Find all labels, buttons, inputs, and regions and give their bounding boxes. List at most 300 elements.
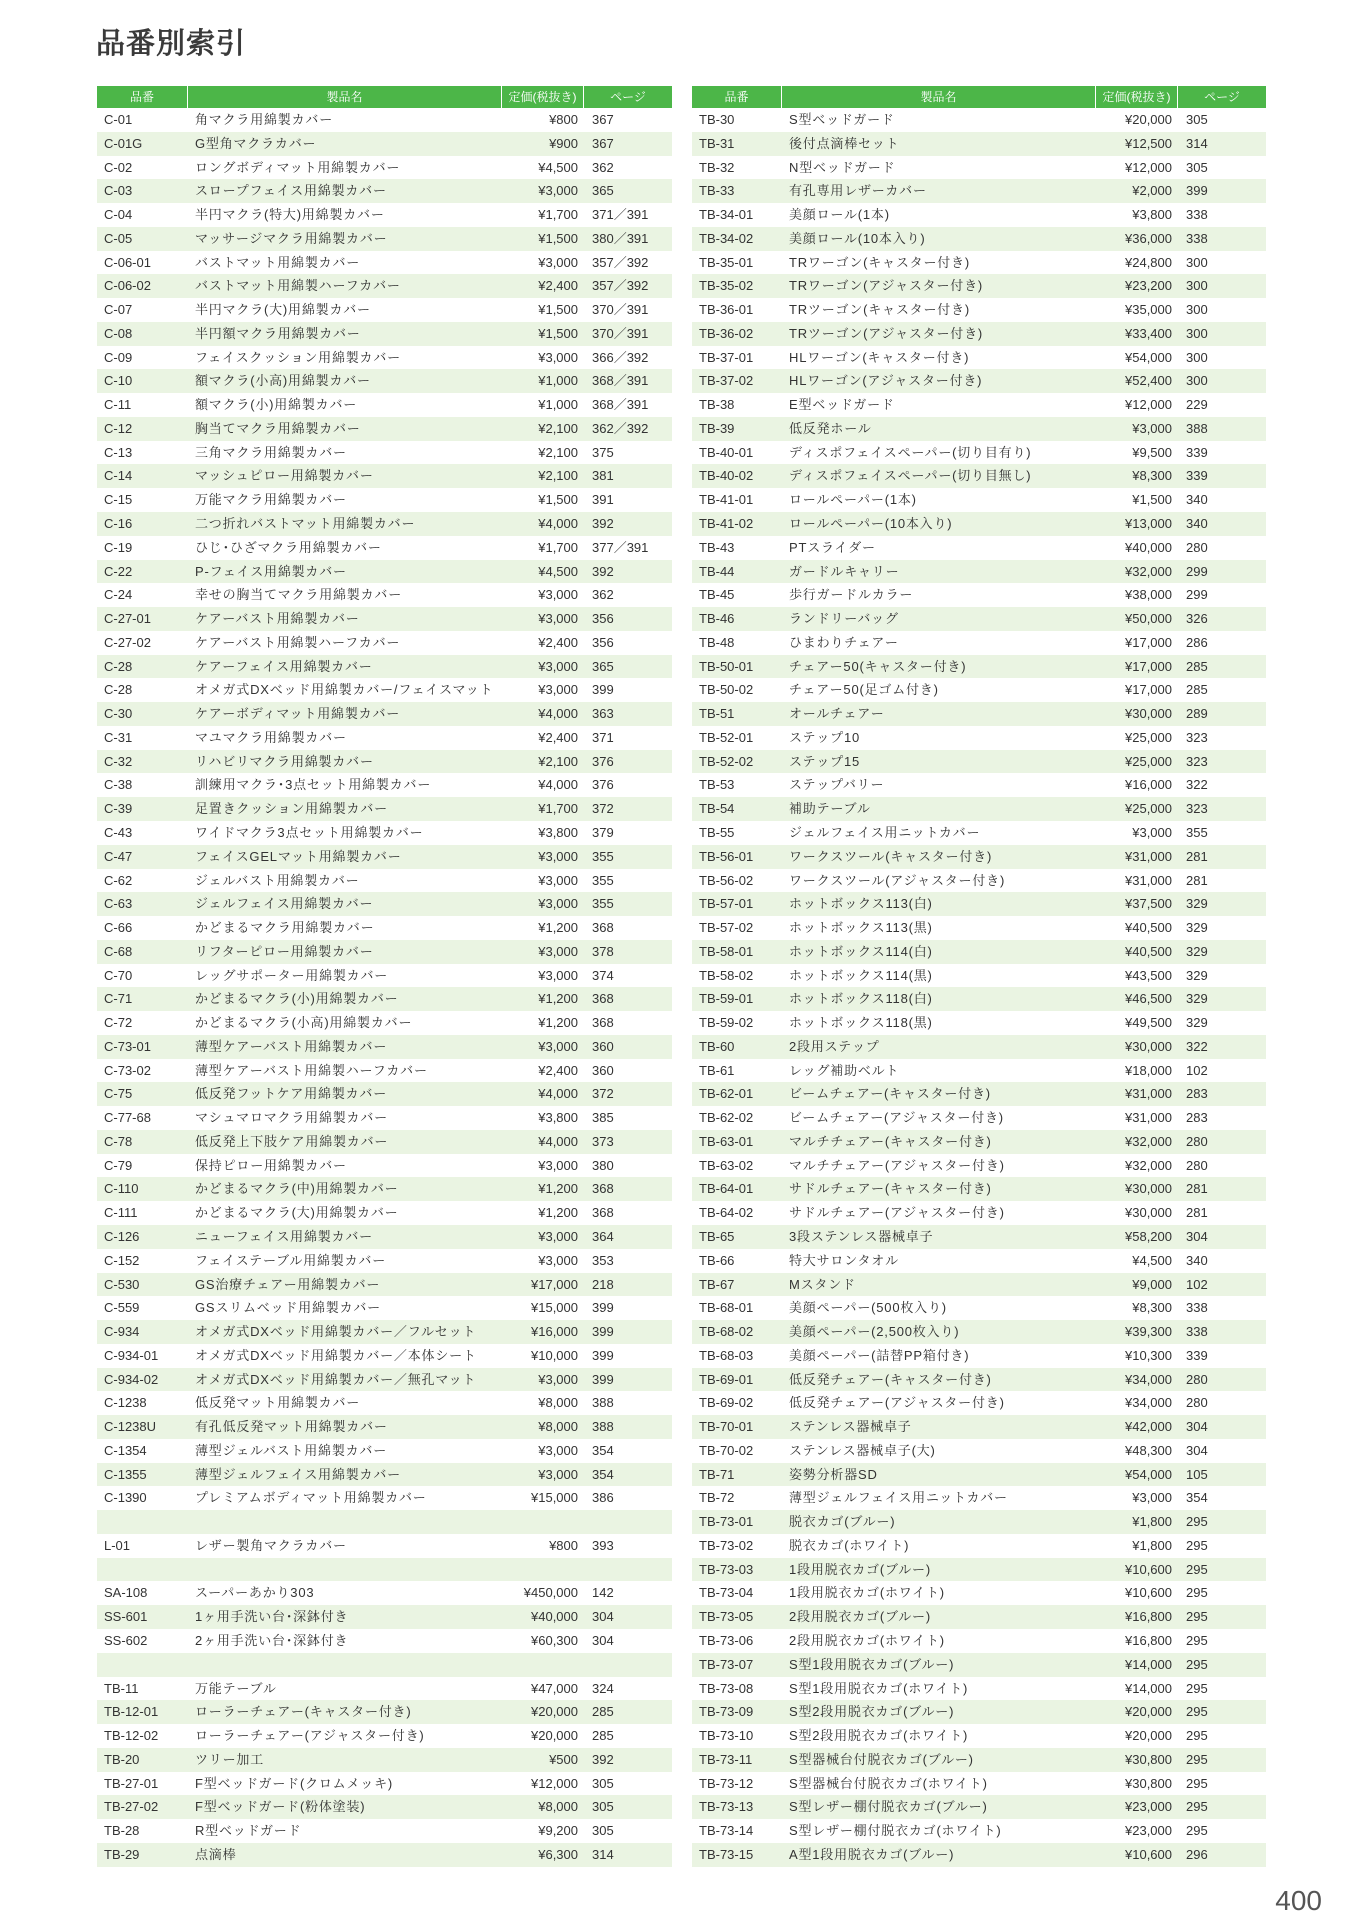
table-row xyxy=(692,750,1266,774)
cell-page: 338 xyxy=(1186,230,1208,246)
cell-name: 低反発チェアー(キャスター付き) xyxy=(789,1371,992,1387)
cell-price: ¥15,000 xyxy=(531,1300,578,1316)
table-row xyxy=(97,1273,672,1297)
cell-code: TB-64-02 xyxy=(699,1205,754,1221)
header-price: 定価(税抜き) xyxy=(1096,86,1178,108)
cell-code: TB-73-04 xyxy=(699,1585,754,1601)
table-row xyxy=(692,1106,1266,1130)
cell-page: 142 xyxy=(592,1585,614,1601)
cell-code: TB-12-02 xyxy=(104,1728,159,1744)
table-row xyxy=(692,892,1266,916)
cell-name: かどまるマクラ(大)用綿製カバー xyxy=(195,1205,399,1221)
table-row xyxy=(97,726,672,750)
cell-page: 360 xyxy=(592,1038,614,1054)
cell-price: ¥8,000 xyxy=(538,1419,578,1435)
cell-code: TB-58-01 xyxy=(699,943,754,959)
cell-name: 薄型ケアーバスト用綿製ハーフカバー xyxy=(195,1062,428,1078)
table-row xyxy=(97,1748,672,1772)
cell-name: 姿勢分析器SD xyxy=(789,1466,878,1482)
table-row xyxy=(692,464,1266,488)
table-row xyxy=(692,1391,1266,1415)
table-row xyxy=(97,1581,672,1605)
cell-code: TB-35-01 xyxy=(699,254,754,270)
cell-price: ¥3,800 xyxy=(538,824,578,840)
table-row xyxy=(97,631,672,655)
table-row xyxy=(692,441,1266,465)
table-row xyxy=(97,322,672,346)
cell-price: ¥30,000 xyxy=(1125,706,1172,722)
cell-code: C-28 xyxy=(104,682,133,698)
cell-code: TB-73-07 xyxy=(699,1656,754,1672)
cell-price: ¥54,000 xyxy=(1125,349,1172,365)
cell-code: C-24 xyxy=(104,587,133,603)
table-row xyxy=(97,583,672,607)
table-row xyxy=(692,108,1266,132)
cell-page: 371／391 xyxy=(592,207,649,223)
cell-name: GS治療チェアー用綿製カバー xyxy=(195,1276,381,1292)
table-row xyxy=(97,1415,672,1439)
table-row xyxy=(97,1201,672,1225)
cell-code: C-1355 xyxy=(104,1466,147,1482)
cell-code: TB-37-02 xyxy=(699,373,754,389)
cell-code: C-63 xyxy=(104,896,133,912)
cell-code: C-38 xyxy=(104,777,133,793)
cell-name: ジェルフェイス用ニットカバー xyxy=(789,824,981,840)
cell-name: 特大サロンタオル xyxy=(789,1252,899,1268)
table-row xyxy=(692,1748,1266,1772)
blank-row xyxy=(97,1653,672,1677)
cell-code: TB-73-06 xyxy=(699,1633,754,1648)
cell-price: ¥9,000 xyxy=(1132,1276,1172,1292)
cell-code: TB-57-01 xyxy=(699,896,754,912)
cell-name: 点滴棒 xyxy=(195,1846,237,1862)
cell-name: 2段用脱衣カゴ(ホワイト) xyxy=(789,1633,945,1648)
cell-page: 340 xyxy=(1186,516,1208,532)
header-page: ページ xyxy=(610,90,646,104)
cell-page: 373 xyxy=(592,1133,614,1149)
table-row xyxy=(97,1843,672,1867)
header-name: 製品名 xyxy=(188,86,502,108)
cell-page: 283 xyxy=(1186,1086,1208,1102)
cell-name: ワイドマクラ3点セット用綿製カバー xyxy=(195,824,424,840)
cell-code: TB-63-02 xyxy=(699,1157,754,1173)
cell-code: TB-73-02 xyxy=(699,1537,754,1553)
cell-page: 304 xyxy=(592,1609,614,1625)
cell-page: 338 xyxy=(1186,207,1208,223)
table-row xyxy=(692,346,1266,370)
cell-page: 314 xyxy=(592,1846,614,1862)
cell-price: ¥33,400 xyxy=(1125,325,1172,341)
cell-name: 美顔ペーパー(2,500枚入り) xyxy=(789,1324,960,1340)
cell-name: 額マクラ(小高)用綿製カバー xyxy=(195,373,371,389)
cell-code: C-71 xyxy=(104,991,133,1007)
cell-page: 376 xyxy=(592,753,614,769)
table-row xyxy=(97,1011,672,1035)
cell-name: F型ベッドガード(粉体塗装) xyxy=(195,1799,366,1815)
cell-name: ケアーバスト用綿製ハーフカバー xyxy=(195,634,401,650)
table-row xyxy=(692,1249,1266,1273)
table-row xyxy=(97,203,672,227)
cell-name: 半円マクラ(特大)用綿製カバー xyxy=(195,207,385,223)
cell-name: かどまるマクラ(小)用綿製カバー xyxy=(195,991,399,1007)
cell-page: 386 xyxy=(592,1490,614,1506)
table-row xyxy=(97,702,672,726)
header-code: 品番 xyxy=(97,86,188,108)
cell-name: S型器械台付脱衣カゴ(ブルー) xyxy=(789,1751,974,1767)
cell-name: 美顔ロール(10本入り) xyxy=(789,230,926,246)
table-row xyxy=(692,1819,1266,1843)
cell-page: 286 xyxy=(1186,634,1208,650)
cell-page: 392 xyxy=(592,1751,614,1767)
cell-name: バストマット用綿製カバー xyxy=(195,254,361,270)
cell-code: TB-73-11 xyxy=(699,1751,753,1767)
cell-name: マユマクラ用綿製カバー xyxy=(195,729,347,745)
cell-code: C-12 xyxy=(104,420,133,436)
cell-code: TB-50-01 xyxy=(699,658,754,674)
table-row xyxy=(692,560,1266,584)
cell-name: ニューフェイス用綿製カバー xyxy=(195,1228,373,1244)
cell-price: ¥3,000 xyxy=(538,611,578,627)
table-row xyxy=(97,1249,672,1273)
cell-name: オメガ式DXベッド用綿製カバー／無孔マット xyxy=(195,1371,477,1387)
cell-page: 364 xyxy=(592,1228,614,1244)
cell-page: 295 xyxy=(1186,1537,1208,1553)
table-row xyxy=(97,1605,672,1629)
cell-name: S型器械台付脱衣カゴ(ホワイト) xyxy=(789,1775,988,1791)
table-row xyxy=(692,1510,1266,1534)
cell-price: ¥16,800 xyxy=(1125,1609,1172,1625)
cell-code: C-75 xyxy=(104,1086,133,1102)
cell-page: 391 xyxy=(592,492,614,508)
cell-page: 305 xyxy=(592,1823,614,1839)
table-row xyxy=(97,940,672,964)
cell-page: 285 xyxy=(1186,658,1208,674)
cell-name: 低反発チェアー(アジャスター付き) xyxy=(789,1395,1005,1411)
cell-page: 399 xyxy=(592,1371,614,1387)
header-page: ページ xyxy=(1204,90,1240,104)
table-row xyxy=(97,1795,672,1819)
cell-code: TB-69-02 xyxy=(699,1395,754,1411)
table-row xyxy=(692,512,1266,536)
cell-price: ¥1,500 xyxy=(1132,492,1172,508)
table-row xyxy=(97,821,672,845)
table-row xyxy=(692,156,1266,180)
cell-price: ¥450,000 xyxy=(523,1585,578,1601)
table-row xyxy=(97,441,672,465)
cell-price: ¥54,000 xyxy=(1125,1466,1172,1482)
cell-page: 368 xyxy=(592,920,614,936)
table-row xyxy=(692,1653,1266,1677)
cell-name: S型2段用脱衣カゴ(ホワイト) xyxy=(789,1728,969,1744)
cell-name: ホットボックス113(白) xyxy=(789,896,933,912)
cell-page: 229 xyxy=(1186,397,1208,413)
cell-page: 289 xyxy=(1186,706,1208,722)
table-row xyxy=(97,251,672,275)
cell-price: ¥3,000 xyxy=(1132,420,1172,436)
cell-code: C-07 xyxy=(104,302,133,318)
cell-code: TB-44 xyxy=(699,563,735,579)
cell-price: ¥46,500 xyxy=(1125,991,1172,1007)
table-row xyxy=(692,773,1266,797)
cell-page: 340 xyxy=(1186,1252,1208,1268)
cell-page: 365 xyxy=(592,183,614,199)
table-row xyxy=(692,1629,1266,1653)
cell-price: ¥1,700 xyxy=(538,207,578,223)
table-row xyxy=(692,583,1266,607)
table-row xyxy=(97,298,672,322)
cell-price: ¥3,000 xyxy=(538,967,578,983)
cell-price: ¥2,100 xyxy=(538,468,578,484)
cell-page: 295 xyxy=(1186,1704,1208,1720)
cell-price: ¥25,000 xyxy=(1125,729,1172,745)
cell-name: ワークスツール(アジャスター付き) xyxy=(789,872,1006,888)
cell-price: ¥900 xyxy=(549,135,578,151)
cell-price: ¥3,000 xyxy=(538,848,578,864)
cell-price: ¥17,000 xyxy=(1125,682,1172,698)
table-row xyxy=(692,369,1266,393)
page-title: 品番別索引 xyxy=(96,28,247,60)
cell-price: ¥32,000 xyxy=(1125,1133,1172,1149)
cell-code: TB-34-02 xyxy=(699,230,754,246)
cell-page: 295 xyxy=(1186,1775,1208,1791)
cell-code: C-559 xyxy=(104,1300,140,1316)
cell-price: ¥23,000 xyxy=(1125,1823,1172,1839)
cell-name: PTスライダー xyxy=(789,539,876,555)
cell-page: 280 xyxy=(1186,1371,1208,1387)
cell-name: オメガ式DXベッド用綿製カバー/フェイスマット xyxy=(195,682,494,698)
cell-code: C-04 xyxy=(104,207,133,223)
cell-price: ¥34,000 xyxy=(1125,1371,1172,1387)
cell-price: ¥3,000 xyxy=(538,349,578,365)
cell-name: 歩行ガードルカラー xyxy=(789,587,914,603)
cell-name: サドルチェアー(アジャスター付き) xyxy=(789,1205,1005,1221)
cell-page: 285 xyxy=(1186,682,1208,698)
cell-price: ¥34,000 xyxy=(1125,1395,1172,1411)
cell-price: ¥37,500 xyxy=(1125,896,1172,912)
cell-code: C-31 xyxy=(104,729,133,745)
table-row xyxy=(692,1201,1266,1225)
table-row xyxy=(692,607,1266,631)
cell-page: 280 xyxy=(1186,1395,1208,1411)
cell-price: ¥12,000 xyxy=(1125,397,1172,413)
table-row xyxy=(692,1843,1266,1867)
cell-price: ¥1,200 xyxy=(538,920,578,936)
cell-name: 万能テーブル xyxy=(195,1680,277,1696)
cell-code: C-66 xyxy=(104,920,133,936)
table-row xyxy=(97,1463,672,1487)
cell-price: ¥2,100 xyxy=(538,420,578,436)
cell-page: 363 xyxy=(592,706,614,722)
table-row xyxy=(97,179,672,203)
cell-price: ¥4,500 xyxy=(1132,1252,1172,1268)
cell-price: ¥3,000 xyxy=(538,1252,578,1268)
cell-price: ¥16,000 xyxy=(531,1324,578,1340)
cell-price: ¥8,000 xyxy=(538,1395,578,1411)
cell-price: ¥3,000 xyxy=(538,254,578,270)
cell-code: C-1390 xyxy=(104,1490,147,1506)
cell-name: フェイスGELマット用綿製カバー xyxy=(195,848,402,864)
cell-code: TB-60 xyxy=(699,1038,735,1054)
cell-page: 300 xyxy=(1186,373,1208,389)
cell-code: TB-20 xyxy=(104,1751,140,1767)
cell-price: ¥16,000 xyxy=(1125,777,1172,793)
cell-page: 281 xyxy=(1186,1181,1208,1197)
cell-code: TB-69-01 xyxy=(699,1371,754,1387)
blank-row xyxy=(97,1558,672,1582)
cell-code: TB-61 xyxy=(699,1062,735,1078)
table-row xyxy=(692,1130,1266,1154)
table-row xyxy=(692,298,1266,322)
table-row xyxy=(97,1344,672,1368)
cell-name: ジェルフェイス用綿製カバー xyxy=(195,896,374,912)
table-row xyxy=(692,227,1266,251)
cell-page: 295 xyxy=(1186,1514,1208,1530)
cell-page: 354 xyxy=(1186,1490,1208,1506)
cell-name: マッサージマクラ用綿製カバー xyxy=(195,230,388,246)
table-row xyxy=(97,869,672,893)
cell-price: ¥3,000 xyxy=(538,1442,578,1458)
cell-price: ¥8,000 xyxy=(538,1799,578,1815)
cell-code: C-530 xyxy=(104,1276,140,1292)
cell-page: 399 xyxy=(592,682,614,698)
table-row xyxy=(692,1273,1266,1297)
table-row xyxy=(97,916,672,940)
table-row xyxy=(97,1486,672,1510)
cell-page: 281 xyxy=(1186,848,1208,864)
cell-code: TB-33 xyxy=(699,183,735,199)
cell-code: TB-34-01 xyxy=(699,207,754,223)
table-row xyxy=(97,536,672,560)
cell-page: 305 xyxy=(1186,159,1208,175)
cell-price: ¥8,300 xyxy=(1132,1300,1172,1316)
cell-name: フェイスクッション用綿製カバー xyxy=(195,349,401,365)
cell-code: C-152 xyxy=(104,1252,140,1268)
cell-price: ¥3,000 xyxy=(1132,1490,1172,1506)
cell-code: TB-62-02 xyxy=(699,1110,754,1126)
cell-price: ¥10,600 xyxy=(1125,1585,1172,1601)
cell-page: 381 xyxy=(592,468,614,484)
cell-code: TB-73-05 xyxy=(699,1609,754,1625)
cell-code: TB-37-01 xyxy=(699,349,754,365)
cell-page: 280 xyxy=(1186,1157,1208,1173)
cell-code: TB-43 xyxy=(699,539,735,555)
cell-name: ツリー加工 xyxy=(195,1751,265,1767)
cell-price: ¥1,700 xyxy=(538,801,578,817)
cell-price: ¥3,000 xyxy=(538,1157,578,1173)
cell-page: 296 xyxy=(1186,1846,1208,1862)
cell-code: TB-45 xyxy=(699,587,735,603)
cell-name: S型1段用脱衣カゴ(ホワイト) xyxy=(789,1680,969,1696)
cell-code: TB-73-01 xyxy=(699,1514,754,1530)
cell-name: かどまるマクラ用綿製カバー xyxy=(195,920,375,936)
cell-code: TB-31 xyxy=(699,135,735,151)
cell-page: 355 xyxy=(592,848,614,864)
cell-name: HLワーゴン(キャスター付き) xyxy=(789,349,970,365)
cell-price: ¥800 xyxy=(549,112,578,127)
table-row xyxy=(97,797,672,821)
cell-code: TB-32 xyxy=(699,159,735,175)
cell-page: 377／391 xyxy=(592,539,649,555)
cell-name: ステンレス器械卓子(大) xyxy=(789,1442,936,1458)
cell-code: C-62 xyxy=(104,872,133,888)
cell-price: ¥12,000 xyxy=(531,1775,578,1791)
cell-code: TB-27-02 xyxy=(104,1799,159,1815)
cell-price: ¥1,700 xyxy=(538,539,578,555)
table-row xyxy=(97,607,672,631)
cell-page: 323 xyxy=(1186,729,1208,745)
cell-name: ロールペーパー(1本) xyxy=(789,492,917,508)
table-row xyxy=(692,1772,1266,1796)
cell-code: TB-36-01 xyxy=(699,302,754,318)
cell-code: TB-27-01 xyxy=(104,1775,159,1791)
cell-price: ¥39,300 xyxy=(1125,1324,1172,1340)
cell-code: TB-53 xyxy=(699,777,735,793)
cell-code: C-43 xyxy=(104,824,133,840)
cell-page: 399 xyxy=(1186,183,1208,199)
cell-name: 二つ折れバストマット用綿製カバー xyxy=(195,516,416,532)
cell-name: ローラーチェアー(キャスター付き) xyxy=(195,1704,412,1720)
cell-price: ¥10,600 xyxy=(1125,1846,1172,1862)
cell-code: C-70 xyxy=(104,967,133,983)
cell-price: ¥40,500 xyxy=(1125,920,1172,936)
table-row xyxy=(97,1772,672,1796)
cell-page: 299 xyxy=(1186,563,1208,579)
cell-price: ¥1,500 xyxy=(538,230,578,246)
cell-page: 281 xyxy=(1186,1205,1208,1221)
cell-name: Mスタンド xyxy=(789,1276,856,1292)
cell-code: C-73-02 xyxy=(104,1062,151,1078)
cell-price: ¥31,000 xyxy=(1125,848,1172,864)
table-row xyxy=(692,203,1266,227)
cell-page xyxy=(584,1558,672,1582)
cell-name: マルチチェアー(アジャスター付き) xyxy=(789,1157,1005,1173)
cell-page: 356 xyxy=(592,611,614,627)
table-row xyxy=(97,1130,672,1154)
cell-code: C-77-68 xyxy=(104,1110,151,1126)
table-row xyxy=(97,845,672,869)
cell-page: 366／392 xyxy=(592,349,649,365)
table-row xyxy=(692,251,1266,275)
cell-name: A型1段用脱衣カゴ(ブルー) xyxy=(789,1846,955,1862)
cell-name: 薄型ジェルフェイス用綿製カバー xyxy=(195,1466,401,1482)
cell-price: ¥3,000 xyxy=(538,896,578,912)
cell-name: ロールペーパー(10本入り) xyxy=(789,516,953,532)
table-row xyxy=(692,631,1266,655)
table-body xyxy=(97,108,672,1867)
cell-code: TB-70-02 xyxy=(699,1442,754,1458)
cell-code xyxy=(97,1558,188,1582)
cell-price: ¥18,000 xyxy=(1125,1062,1172,1078)
cell-name: 胸当てマクラ用綿製カバー xyxy=(195,420,361,436)
cell-page: 285 xyxy=(592,1728,614,1744)
cell-price: ¥6,300 xyxy=(538,1846,578,1862)
cell-name: 2段用脱衣カゴ(ブルー) xyxy=(789,1609,931,1625)
cell-code: C-15 xyxy=(104,492,133,508)
table-row xyxy=(97,393,672,417)
cell-page: 314 xyxy=(1186,135,1208,151)
cell-name: スーパーあかり303 xyxy=(195,1585,315,1601)
cell-page: 295 xyxy=(1186,1561,1208,1577)
cell-code: C-1238 xyxy=(104,1395,147,1411)
cell-price: ¥3,800 xyxy=(1132,207,1172,223)
cell-code: C-110 xyxy=(104,1181,139,1197)
table-row xyxy=(97,346,672,370)
table-row xyxy=(692,1581,1266,1605)
table-row xyxy=(692,1486,1266,1510)
cell-code: TB-36-02 xyxy=(699,325,754,341)
cell-page: 379 xyxy=(592,824,614,840)
table-row xyxy=(97,1059,672,1083)
